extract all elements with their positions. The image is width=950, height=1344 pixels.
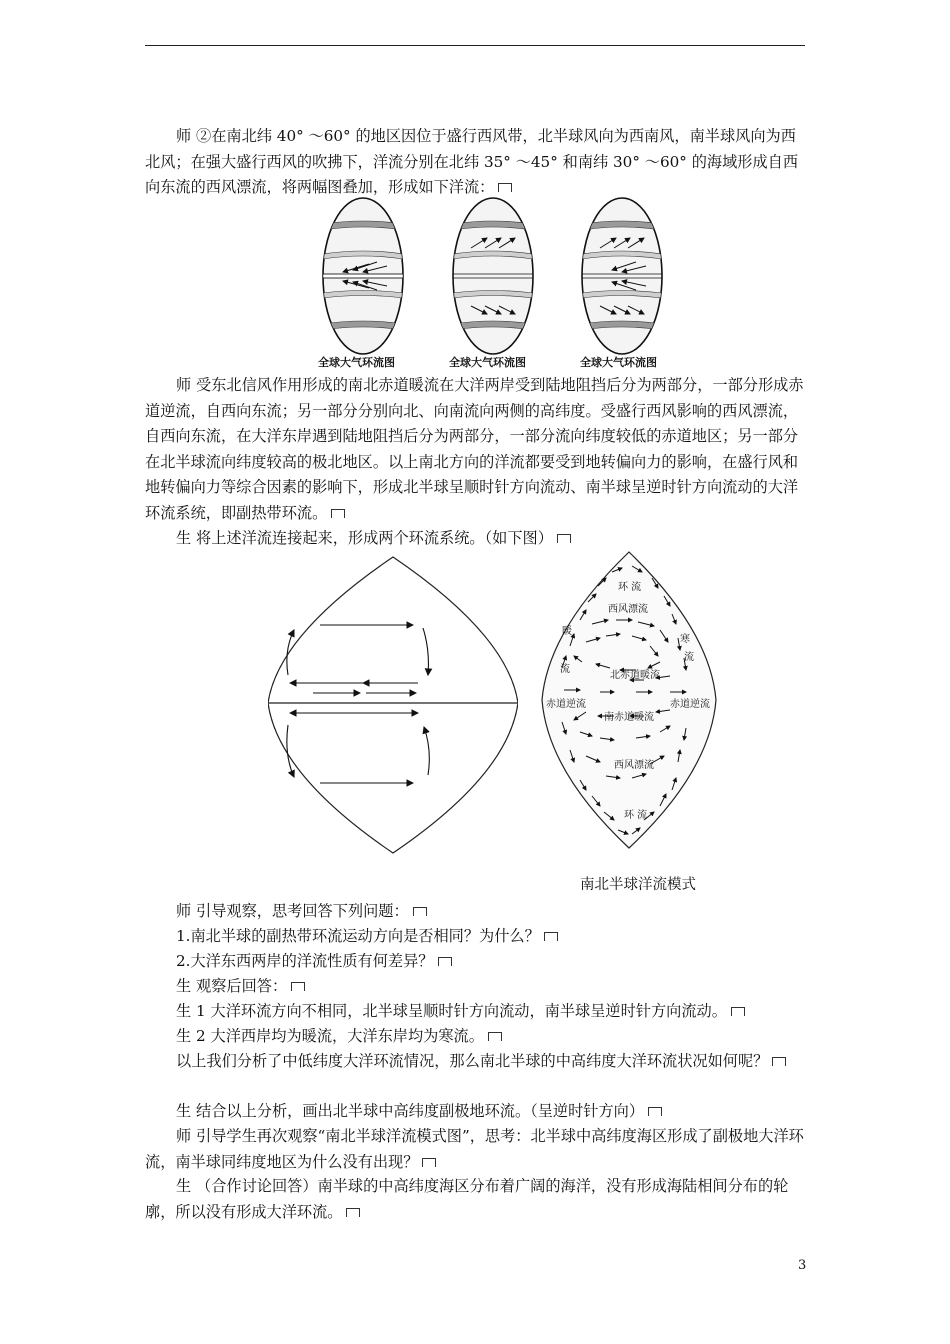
paragraph-7: 生 观察后回答：: [145, 974, 810, 1000]
globe-caption-2: 全球大气环流图: [449, 356, 526, 369]
page-number: 3: [798, 1258, 807, 1273]
gyre-schematic-diagram: [268, 555, 518, 855]
paragraph-2: 师 受东北信风作用形成的南北赤道暖流在大洋两岸受到陆地阻挡后分为两部分，一部分形成赤道逆流，自西向东流；另一部分分别向北、向南流向两侧的高纬度。受盛行西风影响的西风漂流，自西向东流，在大洋东岸遇到陆地阻挡后分为两部分，一部分流向纬度较低的赤道地区；另一部分在北半球流向纬度较高的极北地区。以上南北方向的洋流都要受到地转偏向力的影响，在盛行风和地转偏向力等综合因素的影响下，形成北半球呈顺时针方向流动、南半球呈逆时针方向流动的大洋环流系统，即副热带环流。: [145, 376, 804, 522]
label-counter-current-right: 赤道逆流: [670, 699, 710, 710]
paragraph-mark-icon: [291, 982, 305, 991]
paragraph-1: 师 ②在南北纬 40° ～60° 的地区因位于盛行西风带，北半球风向为西南风，南半球风向为西北风；在强大盛行西风的吹拂下，洋流分别在北纬 35° ～45° 和南纬 30° ～60° 的海域形成自西向东流的西风漂流，将两幅图叠加，形成如下洋流：: [145, 127, 799, 196]
global-circulation-figure: [310, 193, 675, 373]
paragraph-mark-icon: [498, 183, 512, 192]
paragraph-mark-icon: [331, 509, 345, 518]
paragraph-11: 生 结合以上分析，画出北半球中高纬度副极地环流。（呈逆时针方向）: [145, 1099, 810, 1125]
paragraph-mark-icon: [346, 1208, 360, 1217]
paragraph-9: 生 2 大洋西岸均为暖流，大洋东岸均为寒流。: [145, 1024, 810, 1050]
paragraph-10: 以上我们分析了中低纬度大洋环流情况，那么南北半球的中高纬度大洋环流状况如何呢？: [145, 1049, 810, 1075]
model-caption: 南北半球洋流模式: [580, 877, 696, 893]
label-westerly-drift-north: 西风漂流: [608, 604, 648, 615]
paragraph-13: 生 （合作讨论回答）南半球的中高纬度海区分布着广阔的海洋，没有形成海陆相间分布的轮廓，所以没有形成大洋环流。: [145, 1177, 789, 1221]
paragraph-mark-icon: [648, 1107, 662, 1116]
paragraph-6: 2.大洋东西两岸的洋流性质有何差异？: [145, 949, 810, 975]
label-warm-current: 暖: [562, 626, 572, 637]
paragraph-mark-icon: [772, 1057, 786, 1066]
globe-2: [453, 198, 533, 354]
label-bottom-loop: 环 流: [624, 810, 648, 821]
label-cold-current-2: 流: [684, 652, 694, 663]
label-counter-current-left: 赤道逆流: [546, 699, 586, 710]
header-rule: [145, 45, 805, 46]
label-warm-current-2: 流: [560, 664, 570, 675]
paragraph-5: 1.南北半球的副热带环流运动方向是否相同？为什么？: [145, 924, 810, 950]
label-westerly-drift-south: 西风漂流: [614, 760, 654, 771]
ocean-current-model-diagram: [540, 550, 718, 850]
paragraph-mark-icon: [438, 957, 452, 966]
label-north-equatorial: 北赤道暖流: [610, 670, 660, 681]
paragraph-mark-icon: [544, 932, 558, 941]
globe-caption-3: 全球大气环流图: [580, 356, 657, 369]
paragraph-mark-icon: [488, 1032, 502, 1041]
paragraph-3: 生 将上述洋流连接起来，形成两个环流系统。（如下图）: [145, 526, 810, 552]
globe-caption-1: 全球大气环流图: [318, 356, 395, 369]
paragraph-mark-icon: [422, 1158, 436, 1167]
globe-3: [582, 198, 662, 354]
label-cold-current: 寒: [680, 634, 690, 645]
paragraph-mark-icon: [731, 1007, 745, 1016]
label-top-loop: 环 流: [618, 582, 642, 593]
label-south-equatorial: 南赤道暖流: [604, 712, 654, 723]
paragraph-8: 生 1 大洋环流方向不相同，北半球呈顺时针方向流动，南半球呈逆时针方向流动。: [145, 999, 810, 1025]
paragraph-12: 师 引导学生再次观察“南北半球洋流模式图”，思考：北半球中高纬度海区形成了副极地大洋环流，南半球同纬度地区为什么没有出现？: [145, 1127, 804, 1171]
globe-1: [323, 198, 403, 354]
paragraph-4: 师 引导观察，思考回答下列问题：: [145, 899, 810, 925]
paragraph-mark-icon: [413, 907, 427, 916]
paragraph-mark-icon: [557, 534, 571, 543]
